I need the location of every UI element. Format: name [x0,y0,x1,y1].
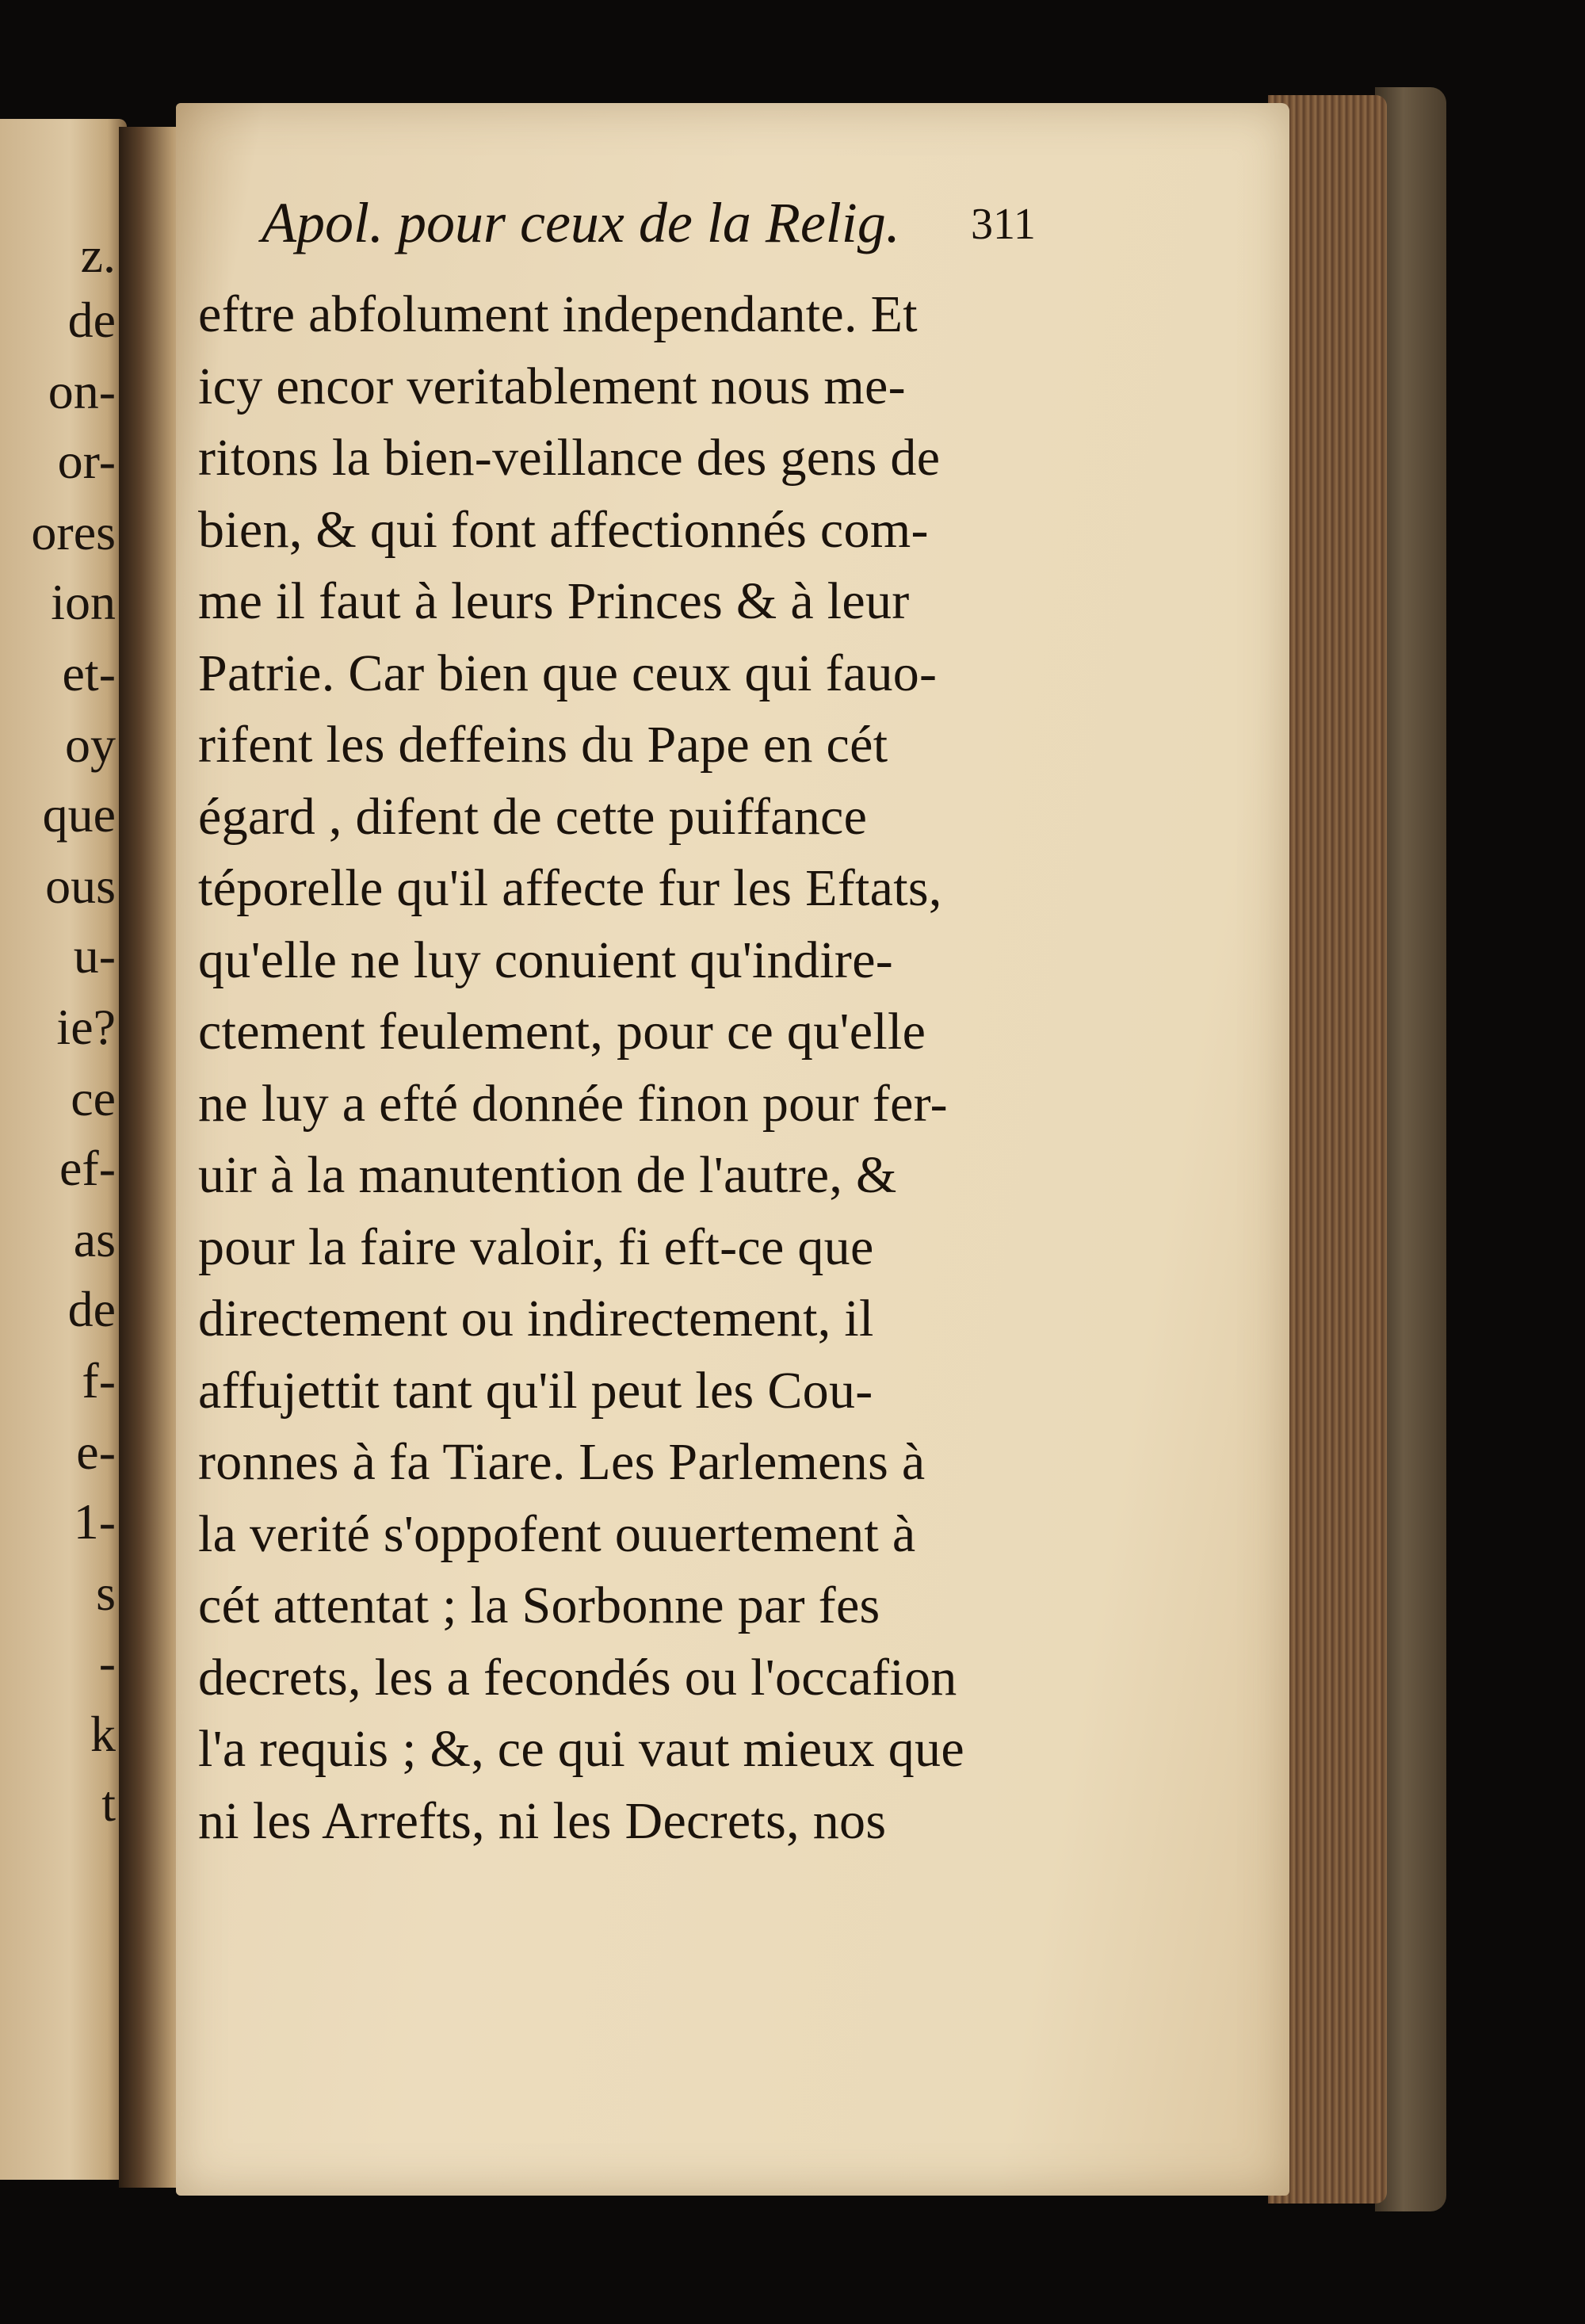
left-fragment: f- [82,1352,116,1409]
left-fragment: de [67,292,116,348]
left-fragment: e- [76,1424,116,1480]
text-line: me il faut à leurs Princes & à leur [198,572,910,630]
text-line: rifent les deffeins du Pape en cét [198,716,888,774]
text-line: Patrie. Car bien que ceux qui fauo- [198,644,938,702]
left-fragment: s [96,1565,116,1621]
left-fragment: ce [71,1070,116,1126]
text-line: pour la faire valoir, fi eft-ce que [198,1217,874,1276]
left-fragment: oy [65,717,116,773]
text-line: affujettit tant qu'il peut les Cou- [198,1361,873,1420]
text-line: égard , difent de cette puiffance [198,787,868,846]
left-fragment: - [98,1634,116,1691]
left-fragment: ores [31,504,116,560]
text-line: decrets, les a fecondés ou l'occafion [198,1648,957,1707]
text-line: eftre abfolument independante. Et [198,285,918,343]
left-fragment: que [42,786,116,843]
left-fragment: ous [45,858,116,914]
text-line: ni les Arrefts, ni les Decrets, nos [198,1791,887,1850]
left-page [0,119,127,2180]
text-line: directement ou indirectement, il [198,1290,874,1347]
left-fragment: ion [51,574,116,630]
text-line: l'a requis ; &, ce qui vaut mieux que [198,1720,964,1778]
left-fragment: u- [73,927,116,984]
left-fragment: or- [57,433,116,489]
page-body-text [198,279,1110,1857]
page-number: 311 [971,200,1036,249]
left-fragment: t [101,1775,116,1832]
text-line: qu'elle ne luy conuient qu'indire- [198,931,894,989]
text-line: ritons la bien-veillance des gens de [198,429,941,487]
text-line: la verité s'oppofent ouuertement à [198,1504,916,1563]
left-fragment: ie? [56,999,116,1055]
left-fragment: 1- [73,1493,116,1550]
text-line: téporelle qu'il affecte fur les Eftats, [198,859,942,917]
text-line: ne luy a efté donnée finon pour fer- [198,1074,948,1133]
text-line: cét attentat ; la Sorbonne par fes [198,1577,880,1634]
left-fragment: on- [48,363,116,419]
left-fragment: de [67,1281,116,1337]
text-line: ronnes à fa Tiare. Les Parlemens à [198,1433,926,1491]
left-fragment: k [90,1706,116,1762]
text-line: icy encor veritablement nous me- [198,357,906,415]
running-head: Apol. pour ceux de la Relig. [262,191,900,254]
text-line: uir à la manutention de l'autre, & [198,1146,897,1204]
left-fragment: ef- [59,1140,116,1196]
left-fragment: as [73,1211,116,1267]
text-line: bien, & qui font affectionnés com- [198,500,929,559]
text-line: ctement feulement, pour ce qu'elle [198,1003,926,1061]
left-fragment: z. [80,227,116,283]
left-fragment: et- [62,645,116,701]
